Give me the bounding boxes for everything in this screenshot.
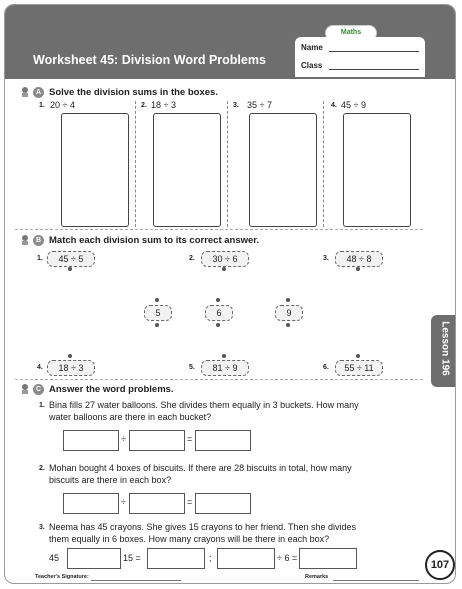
- a-q3-number: 3.: [233, 102, 239, 109]
- c-q2-line1: Mohan bought 4 boxes of biscuits. If there are 28 biscuits in total, how many: [49, 463, 352, 473]
- a-q3-work-box[interactable]: [249, 113, 317, 227]
- a-q4-work-box[interactable]: [343, 113, 411, 227]
- b-q3-number: 3.: [323, 255, 329, 262]
- page-number: 107: [425, 550, 455, 580]
- match-dot[interactable]: [216, 298, 220, 302]
- match-dot[interactable]: [222, 354, 226, 358]
- b-q5-number: 5.: [189, 364, 195, 371]
- c-q1-number: 1.: [39, 402, 45, 409]
- c-q2-divisor-input[interactable]: [129, 493, 185, 514]
- b-sum-3[interactable]: 48 ÷ 8: [335, 251, 383, 267]
- b-sum-1[interactable]: 45 ÷ 5: [47, 251, 95, 267]
- section-b-badge: B: [33, 235, 44, 246]
- section-a-heading: Solve the division sums in the boxes.: [49, 87, 218, 98]
- match-dot[interactable]: [68, 354, 72, 358]
- pencil-kid-icon: [19, 86, 31, 98]
- c-q3-mid-text: 15 =: [123, 553, 141, 563]
- class-label: Class: [301, 61, 323, 70]
- match-dot[interactable]: [155, 298, 159, 302]
- match-dot[interactable]: [68, 267, 72, 271]
- teacher-signature-line[interactable]: [91, 580, 181, 581]
- b-q6-number: 6.: [323, 364, 329, 371]
- b-sum-6[interactable]: 55 ÷ 11: [335, 360, 383, 376]
- match-dot[interactable]: [286, 298, 290, 302]
- match-dot[interactable]: [216, 323, 220, 327]
- b-q4-number: 4.: [37, 364, 43, 371]
- match-dot[interactable]: [286, 323, 290, 327]
- a-q3-sum: 35 ÷ 7: [247, 100, 272, 110]
- teacher-signature-label: Teacher's Signature:: [35, 574, 89, 580]
- b-sum-5[interactable]: 81 ÷ 9: [201, 360, 249, 376]
- a-q1-work-box[interactable]: [61, 113, 129, 227]
- a-q2-work-box[interactable]: [153, 113, 221, 227]
- divider: [227, 101, 228, 227]
- divider: [323, 101, 324, 227]
- section-b-heading: Match each division sum to its correct answer.: [49, 235, 260, 246]
- c-q3-operator-input[interactable]: [67, 548, 121, 569]
- c-q1-line2: water balloons are there in each bucket?: [49, 412, 212, 422]
- c-q3-divide-text: ÷ 6 =: [277, 553, 298, 563]
- divide-sign: ÷: [121, 497, 126, 507]
- c-q2-line2: biscuits are there in each box?: [49, 475, 172, 485]
- brand-logo: Maths: [325, 25, 377, 41]
- b-answer-6[interactable]: 6: [205, 305, 233, 321]
- b-sum-2[interactable]: 30 ÷ 6: [201, 251, 249, 267]
- section-divider: [15, 229, 423, 230]
- divide-sign: ÷: [121, 434, 126, 444]
- lesson-side-tab: [431, 315, 456, 387]
- divider: [135, 101, 136, 227]
- a-q2-sum: 18 ÷ 3: [151, 100, 176, 110]
- b-answer-5[interactable]: 5: [144, 305, 172, 321]
- b-sum-4[interactable]: 18 ÷ 3: [47, 360, 95, 376]
- c-q3-number: 3.: [39, 524, 45, 531]
- remarks-line[interactable]: [333, 580, 419, 581]
- c-q3-start-value: 45: [49, 553, 60, 563]
- c-q1-divisor-input[interactable]: [129, 430, 185, 451]
- c-q3-answer-input[interactable]: [299, 548, 357, 569]
- c-q2-answer-input[interactable]: [195, 493, 251, 514]
- a-q4-number: 4.: [331, 102, 337, 109]
- semicolon: ;: [209, 553, 212, 563]
- b-answer-9[interactable]: 9: [275, 305, 303, 321]
- c-q1-answer-input[interactable]: [195, 430, 251, 451]
- pencil-kid-icon: [19, 383, 31, 395]
- b-q2-number: 2.: [189, 255, 195, 262]
- section-divider: [15, 379, 423, 380]
- name-class-box: [295, 37, 425, 77]
- match-dot[interactable]: [356, 267, 360, 271]
- c-q2-number: 2.: [39, 465, 45, 472]
- worksheet-title: Worksheet 45: Division Word Problems: [33, 53, 266, 67]
- name-label: Name: [301, 43, 323, 52]
- a-q2-number: 2.: [141, 102, 147, 109]
- c-q3-line2: them equally in 6 boxes. How many crayons will be there in each box?: [49, 534, 330, 544]
- section-c-heading: Answer the word problems.: [49, 384, 174, 395]
- class-field[interactable]: [329, 69, 419, 70]
- c-q3-step2-input[interactable]: [217, 548, 275, 569]
- remarks-label: Remarks: [305, 574, 329, 580]
- equals-sign: =: [187, 497, 193, 507]
- match-dot[interactable]: [222, 267, 226, 271]
- match-dot[interactable]: [356, 354, 360, 358]
- c-q3-line1: Neema has 45 crayons. She gives 15 crayons to her friend. Then she divides: [49, 522, 357, 532]
- a-q1-sum: 20 ÷ 4: [50, 100, 75, 110]
- name-field[interactable]: [329, 51, 419, 52]
- c-q2-dividend-input[interactable]: [63, 493, 119, 514]
- section-a-badge: A: [33, 87, 44, 98]
- section-c-badge: C: [33, 384, 44, 395]
- a-q1-number: 1.: [39, 102, 45, 109]
- a-q4-sum: 45 ÷ 9: [341, 100, 366, 110]
- b-q1-number: 1.: [37, 255, 43, 262]
- c-q3-step1-input[interactable]: [147, 548, 205, 569]
- match-dot[interactable]: [155, 323, 159, 327]
- worksheet-page: [4, 4, 456, 584]
- c-q1-dividend-input[interactable]: [63, 430, 119, 451]
- equals-sign: =: [187, 434, 193, 444]
- lesson-tab-label: Lesson 196: [439, 321, 451, 376]
- c-q1-line1: Bina fills 27 water balloons. She divides them equally in 3 buckets. How many: [49, 400, 359, 410]
- pencil-kid-icon: [19, 234, 31, 246]
- header-bar: [5, 5, 455, 79]
